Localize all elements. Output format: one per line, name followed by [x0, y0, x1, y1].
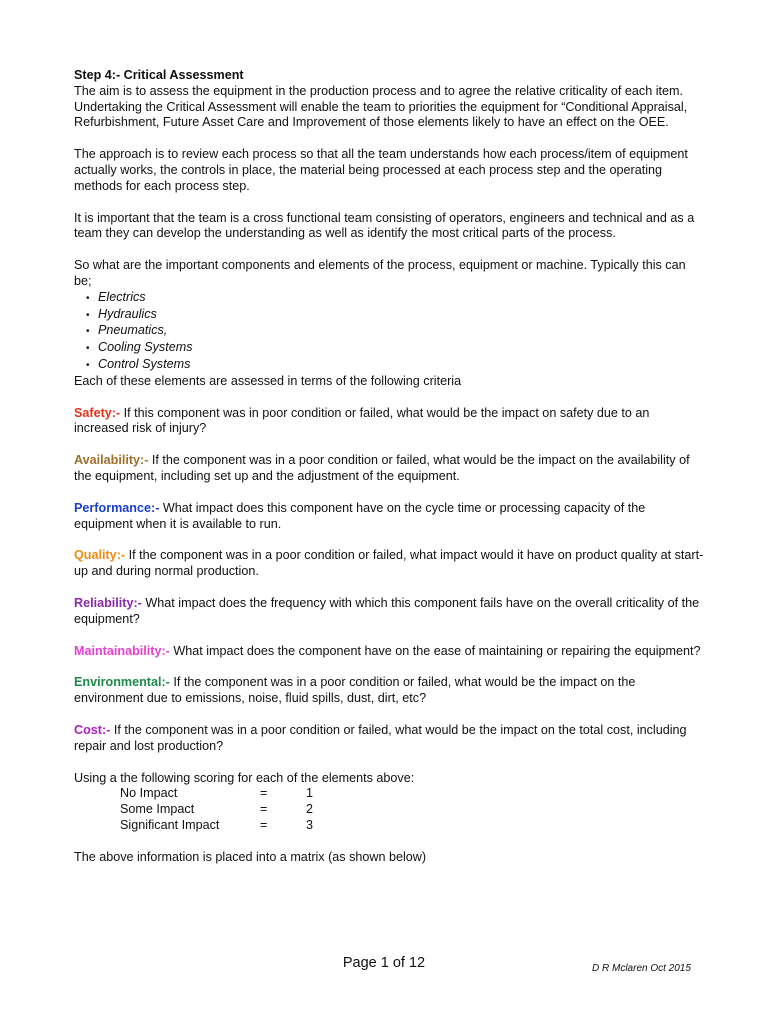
- elements-list: [74, 290, 704, 374]
- score-value: 1: [306, 786, 314, 801]
- criterion-text: What impact does the frequency with which this component fails have on the overall criticality of the equipment?: [74, 595, 700, 626]
- criterion-label: Performance:-: [74, 500, 160, 515]
- criterion-text: If this component was in poor condition or failed, what would be the impact on safety due to an increased risk of injury?: [74, 405, 650, 436]
- bullet-icon: •: [86, 343, 90, 355]
- components-paragraph: So what are the important components and elements of the process, equipment or machine. Typically this can be;: [74, 258, 686, 288]
- score-row: [74, 786, 704, 802]
- intro-paragraph: The aim is to assess the equipment in the production process and to agree the relative criticality of each item. Undertaking the Critical Assessment will enable the team to priorities the equipment for “Conditional Appraisal, Refurbishment, Future Asset Care and Improvement of those elements likely to have an effect on the OEE.: [74, 83, 688, 130]
- criterion-safety: [74, 406, 704, 438]
- bullet-icon: •: [86, 292, 90, 304]
- document-body: [74, 68, 704, 865]
- criterion-quality: [74, 548, 704, 580]
- team-paragraph: It is important that the team is a cross functional team consisting of operators, engineers and technical and as a team they can develop the understanding as well as identify the most critical parts of the process.: [74, 210, 695, 241]
- score-value: 2: [306, 802, 314, 817]
- list-item: • Control Systems: [86, 357, 704, 374]
- author-date: D R Mclaren Oct 2015: [592, 963, 691, 974]
- criterion-reliability: [74, 596, 704, 628]
- bullet-icon: •: [86, 359, 90, 371]
- score-equals: =: [260, 817, 268, 832]
- criterion-label: Cost:-: [74, 722, 111, 737]
- list-item: • Electrics: [86, 290, 704, 307]
- criterion-label: Environmental:-: [74, 675, 170, 690]
- score-equals: =: [260, 802, 268, 817]
- score-name: Significant Impact: [120, 817, 220, 832]
- criterion-label: Availability:-: [74, 453, 149, 468]
- score-name: No Impact: [120, 786, 178, 801]
- approach-paragraph: The approach is to review each process so that all the team understands how each process/item of equipment actually works, the controls in place, the material being processed at each process step and the operating methods for each process step.: [74, 147, 688, 193]
- bullet-icon: •: [86, 309, 90, 321]
- list-item: • Hydraulics: [86, 307, 704, 324]
- criterion-text: If the component was in a poor condition or failed, what would be the impact on the availability of the equipment, including set up and the adjustment of the equipment.: [74, 453, 690, 483]
- criterion-label: Reliability:-: [74, 595, 142, 610]
- score-row: [74, 802, 704, 818]
- list-item: • Cooling Systems: [86, 340, 704, 357]
- criterion-text: What impact does the component have on the ease of maintaining or repairing the equipment?: [169, 643, 701, 658]
- criterion-environmental: [74, 675, 704, 707]
- criterion-availability: [74, 453, 704, 485]
- section-heading: Step 4:- Critical Assessment: [74, 68, 244, 82]
- score-row: [74, 818, 704, 834]
- list-item: • Pneumatics,: [86, 323, 704, 340]
- assessed-paragraph: Each of these elements are assessed in terms of the following criteria: [74, 373, 462, 388]
- score-equals: =: [260, 786, 268, 801]
- criterion-maintainability: [74, 644, 704, 660]
- criterion-text: If the component was in a poor condition or failed, what would be the impact on the total cost, including repair and lost production?: [74, 722, 687, 753]
- scoring-intro: Using a the following scoring for each of the elements above:: [74, 770, 415, 785]
- score-value: 3: [306, 817, 314, 832]
- criterion-performance: [74, 501, 704, 533]
- criterion-label: Quality:-: [74, 548, 126, 563]
- criterion-text: If the component was in a poor condition or failed, what impact would it have on product quality at start-up and during normal production.: [74, 548, 704, 579]
- page-number: Page 1 of 12: [342, 955, 426, 971]
- criterion-text: If the component was in a poor condition or failed, what would be the impact on the environment due to emissions, noise, fluid spills, dust, dirt, etc?: [74, 675, 636, 706]
- matrix-paragraph: The above information is placed into a matrix (as shown below): [74, 849, 427, 864]
- criterion-label: Safety:-: [74, 405, 121, 420]
- criterion-cost: [74, 723, 704, 755]
- criterion-text: What impact does this component have on the cycle time or processing capacity of the equipment when it is available to run.: [74, 500, 646, 531]
- criterion-label: Maintainability:-: [74, 643, 170, 658]
- bullet-icon: •: [86, 326, 90, 338]
- score-name: Some Impact: [120, 802, 195, 817]
